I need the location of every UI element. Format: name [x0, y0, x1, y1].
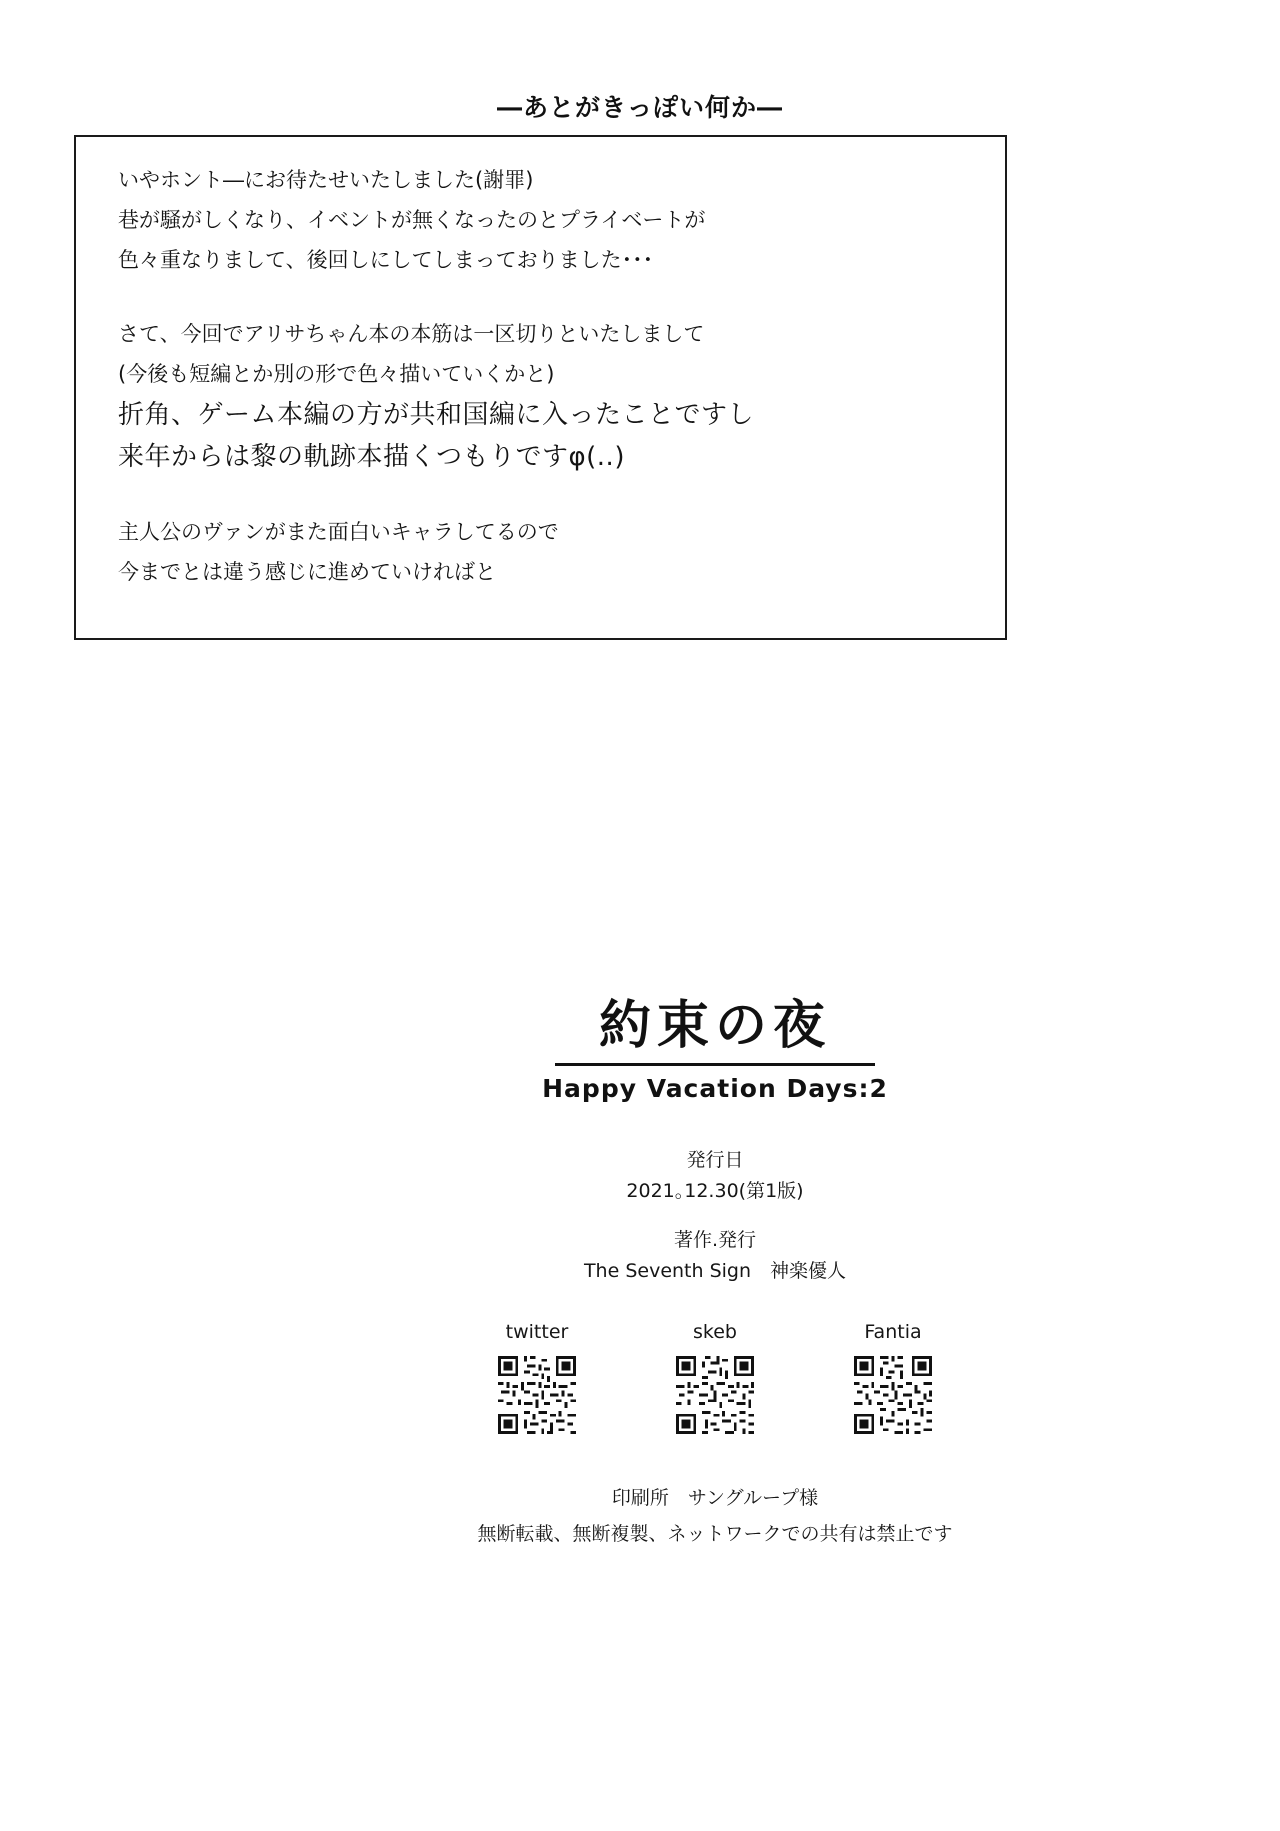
- paragraph-spacer: [118, 478, 988, 512]
- paragraph-spacer: [118, 280, 988, 314]
- social-link-fantia[interactable]: [837, 1321, 949, 1437]
- afterword-line: 今までとは違う感じに進めていければと: [118, 560, 496, 584]
- afterword-line: 巷が騒がしくなり、イベントが無くなったのとプライベートが: [118, 208, 706, 232]
- title-divider: [555, 1063, 875, 1066]
- social-link-label: twitter: [505, 1321, 569, 1343]
- publish-date-value: 2021｡12.30(第1版): [626, 1180, 804, 1202]
- meta-spacer: [430, 1207, 1000, 1225]
- book-subtitle: Happy Vacation Days:2: [542, 1074, 888, 1103]
- book-title: 約束の夜: [598, 995, 831, 1056]
- afterword-line: さて、今回でアリサちゃん本の本筋は一区切りといたしまして: [118, 322, 705, 346]
- afterword-line: いやホント―にお待たせいたしました(謝罪): [118, 168, 534, 192]
- afterword-text: [118, 160, 988, 592]
- afterword-line: 色々重なりまして、後回しにしてしまっておりました･･･: [118, 248, 654, 272]
- publication-meta: [430, 1145, 1000, 1287]
- social-link-label: skeb: [693, 1321, 737, 1343]
- social-link-twitter[interactable]: [481, 1321, 593, 1437]
- colophon: [430, 995, 1000, 1546]
- printer-info: 印刷所 サングループ様: [611, 1487, 819, 1509]
- afterword-line-emphasis: 折角、ゲーム本編の方が共和国編に入ったことですし: [118, 400, 755, 430]
- afterword-line: (今後も短編とか別の形で色々描いていくかと): [118, 362, 555, 386]
- social-links: [430, 1321, 1000, 1437]
- qr-code-icon: [485, 1353, 589, 1437]
- afterword-heading: ―あとがきっぽい何か―: [496, 93, 783, 122]
- social-link-skeb[interactable]: [659, 1321, 771, 1437]
- publish-date-label: 発行日: [686, 1149, 744, 1171]
- afterword-line: 主人公のヴァンがまた面白いキャラしてるので: [118, 520, 559, 544]
- afterword-line-emphasis: 来年からは黎の軌跡本描くつもりですφ(..): [118, 442, 625, 472]
- qr-code-icon: [841, 1353, 945, 1437]
- qr-code-icon: [663, 1353, 767, 1437]
- copyright-notice: 無断転載、無断複製、ネットワークでの共有は禁止です: [477, 1523, 953, 1545]
- author-label: 著作.発行: [673, 1229, 757, 1251]
- social-link-label: Fantia: [864, 1321, 922, 1343]
- author-value: The Seventh Sign 神楽優人: [583, 1260, 847, 1282]
